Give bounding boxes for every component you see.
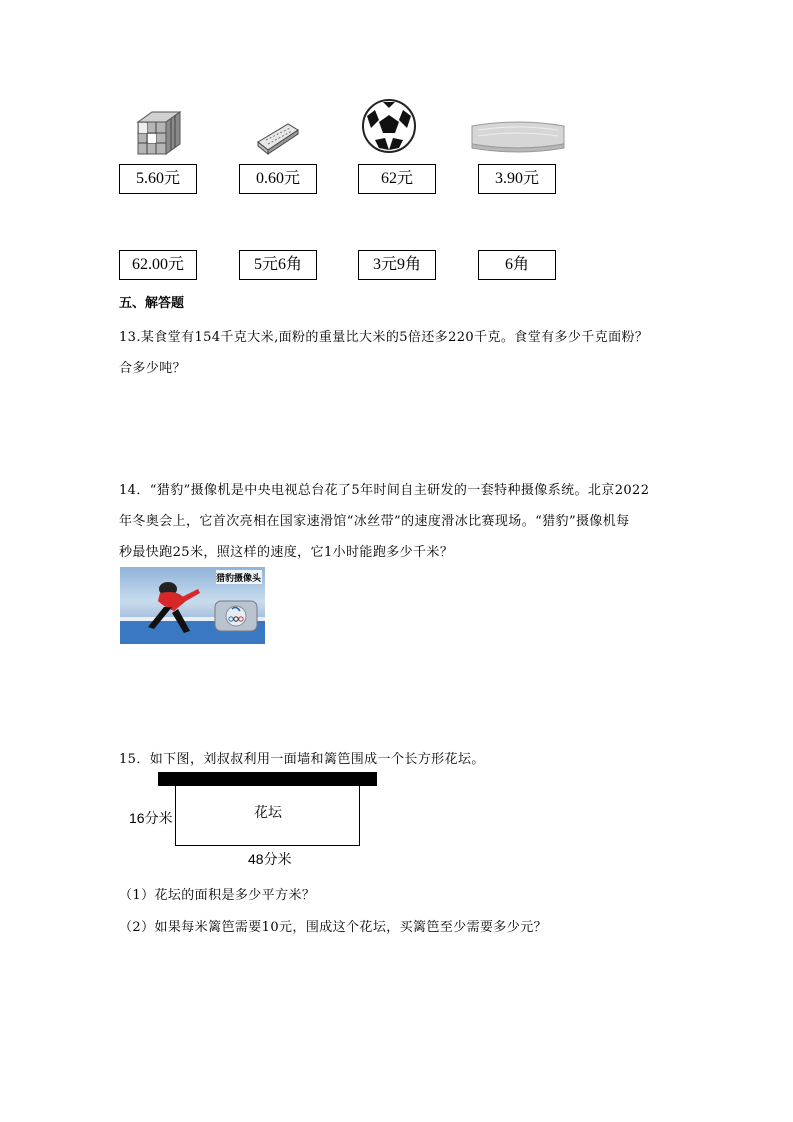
q15-sub2: （2）如果每米篱笆需要10元，围成这个花坛，买篱笆至少需要多少元？ xyxy=(119,920,548,935)
price-box: 3元9角 xyxy=(358,250,436,280)
towel-image xyxy=(468,118,568,154)
q15-sub1: （1）花坛的面积是多少平方米？ xyxy=(119,888,316,903)
cheetah-camera-photo xyxy=(120,567,265,644)
q14-line1: 14．“猎豹”摄像机是中央电视总台花了5年时间自主研发的一套特种摄像系统。北京2022 xyxy=(119,483,650,498)
price-box: 6角 xyxy=(478,250,556,280)
q14-line2: 年冬奥会上，它首次亮相在国家速滑馆“冰丝带”的速度滑冰比赛现场。“猎豹”摄像机每 xyxy=(119,514,630,529)
section-title: 五、解答题 xyxy=(119,296,185,311)
soccer-ball-image xyxy=(361,98,417,154)
q13-line1: 13.某食堂有154千克大米,面粉的重量比大米的5倍还多220千克。食堂有多少千克面粉？ xyxy=(119,330,649,345)
eraser-image xyxy=(254,118,300,156)
price-box: 5元6角 xyxy=(239,250,317,280)
flowerbed-label: 花坛 xyxy=(254,804,282,820)
q15-line1: 15．如下图，刘叔叔利用一面墙和篱笆围成一个长方形花坛。 xyxy=(119,752,485,767)
price-box: 62.00元 xyxy=(119,250,197,280)
rubik-cube-image xyxy=(134,110,186,156)
price-box: 5.60元 xyxy=(119,164,197,194)
height-label: 16分米 xyxy=(129,810,173,826)
price-box: 62元 xyxy=(358,164,436,194)
photo-caption: 猎豹摄像头 xyxy=(216,574,262,584)
q13-line2: 合多少吨？ xyxy=(119,361,187,376)
price-box: 3.90元 xyxy=(478,164,556,194)
wall-bar xyxy=(158,772,377,786)
q14-line3: 秒最快跑25米，照这样的速度，它1小时能跑多少千米？ xyxy=(119,545,454,560)
width-label: 48分米 xyxy=(248,851,292,867)
price-box: 0.60元 xyxy=(239,164,317,194)
